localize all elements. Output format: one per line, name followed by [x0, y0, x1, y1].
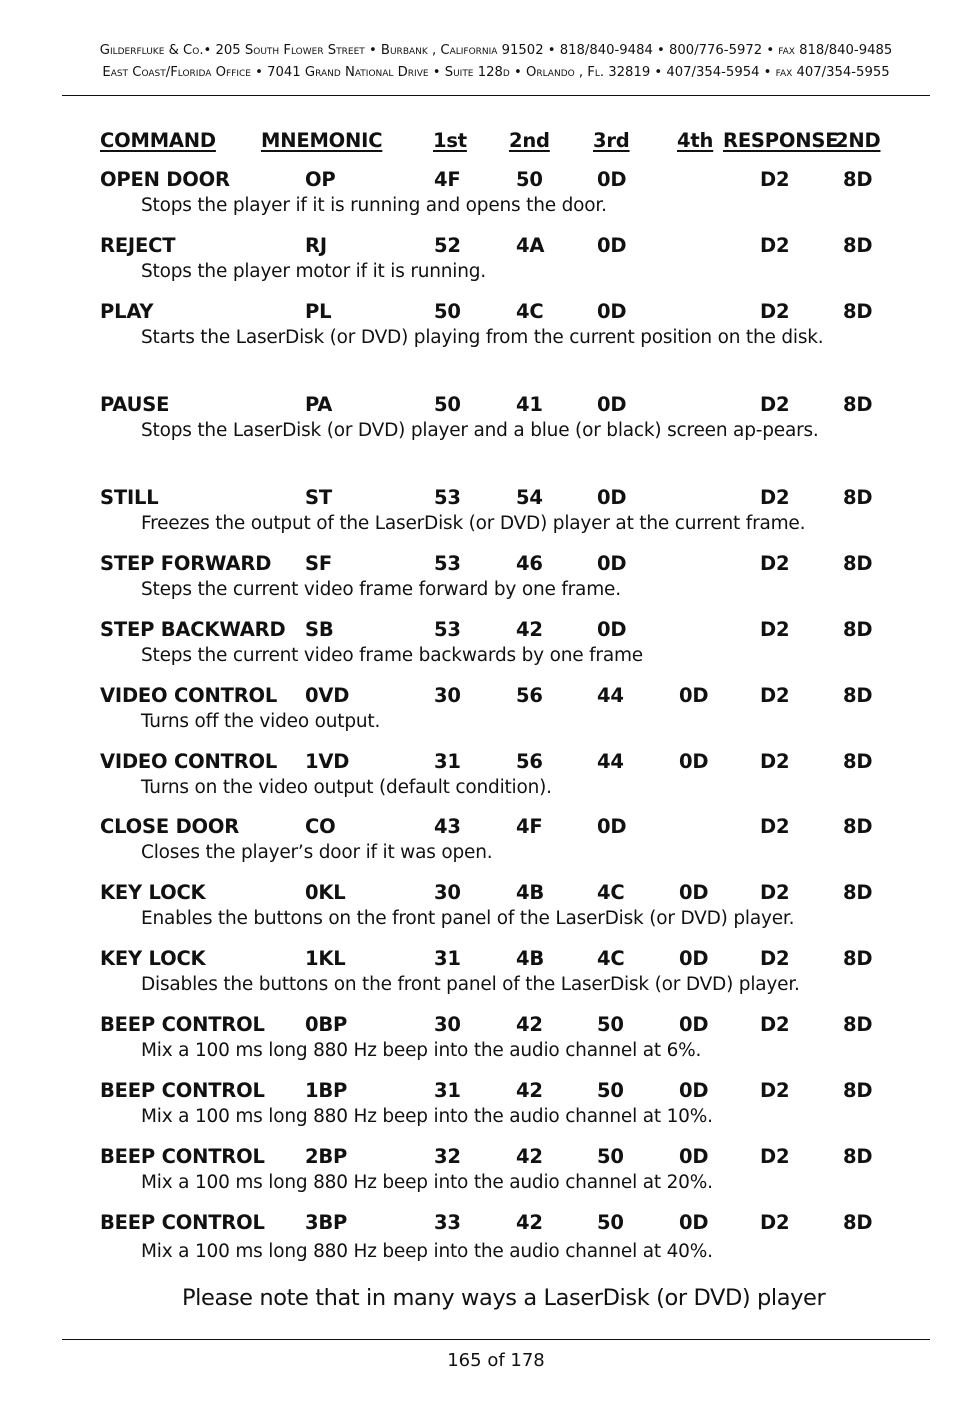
- page-header: [62, 40, 930, 84]
- byte-1-cell: 32: [434, 1145, 461, 1168]
- byte-2-cell: 4B: [516, 947, 545, 970]
- byte-2-cell: 54: [516, 486, 543, 509]
- mnemonic-cell: OP: [305, 168, 336, 191]
- response-cell: D2: [760, 552, 790, 575]
- byte-4-cell: 0D: [679, 1211, 709, 1234]
- second-response-cell: 8D: [843, 815, 873, 838]
- byte-3-cell: 50: [597, 1145, 624, 1168]
- byte-2-cell: 4F: [516, 815, 543, 838]
- byte-4-cell: 0D: [679, 750, 709, 773]
- closing-note: Please note that in many ways a LaserDisk (or DVD) player: [182, 1285, 826, 1311]
- mnemonic-cell: PL: [305, 300, 332, 323]
- byte-2-cell: 46: [516, 552, 543, 575]
- command-cell: OPEN DOOR: [100, 168, 230, 191]
- byte-1-cell: 50: [434, 300, 461, 323]
- byte-1-cell: 33: [434, 1211, 461, 1234]
- header-address-line-1: Gilderfluke & Co.• 205 South Flower Street • Burbank , California 91502 • 818/840-9484 • 800/776-5972 • fax 818/840-9485: [99, 43, 893, 58]
- mnemonic-cell: RJ: [305, 234, 327, 257]
- byte-4-cell: 0D: [679, 1079, 709, 1102]
- mnemonic-cell: 1KL: [305, 947, 346, 970]
- mnemonic-cell: 1BP: [305, 1079, 348, 1102]
- command-cell: KEY LOCK: [100, 881, 206, 904]
- command-cell: STEP FORWARD: [100, 552, 272, 575]
- command-cell: VIDEO CONTROL: [100, 684, 278, 707]
- command-description: Freezes the output of the LaserDisk (or DVD) player at the current frame.: [141, 513, 806, 534]
- command-cell: STILL: [100, 486, 159, 509]
- byte-3-cell: 50: [597, 1211, 624, 1234]
- response-cell: D2: [760, 1013, 790, 1036]
- byte-3-cell: 44: [597, 750, 624, 773]
- response-cell: D2: [760, 684, 790, 707]
- byte-4-cell: 0D: [679, 1145, 709, 1168]
- byte-2-cell: 4B: [516, 881, 545, 904]
- response-cell: D2: [760, 750, 790, 773]
- command-description: Starts the LaserDisk (or DVD) playing from the current position on the disk.: [141, 327, 824, 348]
- command-description: Turns off the video output.: [141, 711, 381, 732]
- second-response-cell: 8D: [843, 684, 873, 707]
- second-response-cell: 8D: [843, 618, 873, 641]
- command-description: Turns on the video output (default condition).: [141, 777, 552, 798]
- command-cell: REJECT: [100, 234, 176, 257]
- command-cell: BEEP CONTROL: [100, 1013, 265, 1036]
- byte-3-cell: 0D: [597, 815, 627, 838]
- column-header-response: RESPONSE: [723, 129, 839, 152]
- command-description: Disables the buttons on the front panel of the LaserDisk (or DVD) player.: [141, 974, 800, 995]
- mnemonic-cell: SF: [305, 552, 332, 575]
- byte-2-cell: 42: [516, 618, 543, 641]
- byte-2-cell: 42: [516, 1211, 543, 1234]
- mnemonic-cell: SB: [305, 618, 334, 641]
- byte-3-cell: 0D: [597, 618, 627, 641]
- second-response-cell: 8D: [843, 1013, 873, 1036]
- command-cell: BEEP CONTROL: [100, 1079, 265, 1102]
- byte-3-cell: 0D: [597, 300, 627, 323]
- second-response-cell: 8D: [843, 486, 873, 509]
- response-cell: D2: [760, 234, 790, 257]
- second-response-cell: 8D: [843, 1211, 873, 1234]
- mnemonic-cell: CO: [305, 815, 336, 838]
- second-response-cell: 8D: [843, 168, 873, 191]
- command-cell: CLOSE DOOR: [100, 815, 240, 838]
- mnemonic-cell: ST: [305, 486, 332, 509]
- byte-3-cell: 0D: [597, 393, 627, 416]
- header-divider: [62, 95, 930, 96]
- byte-2-cell: 50: [516, 168, 543, 191]
- command-description: Enables the buttons on the front panel of the LaserDisk (or DVD) player.: [141, 908, 795, 929]
- byte-2-cell: 42: [516, 1079, 543, 1102]
- response-cell: D2: [760, 881, 790, 904]
- command-cell: BEEP CONTROL: [100, 1145, 265, 1168]
- byte-1-cell: 30: [434, 684, 461, 707]
- byte-1-cell: 31: [434, 947, 461, 970]
- page-number: 165 of 178: [447, 1350, 545, 1371]
- mnemonic-cell: PA: [305, 393, 333, 416]
- column-header-mnemonic: MNEMONIC: [261, 129, 383, 152]
- command-description: Mix a 100 ms long 880 Hz beep into the audio channel at 6%.: [141, 1040, 702, 1061]
- command-cell: PLAY: [100, 300, 154, 323]
- column-header-1st: 1st: [433, 129, 467, 152]
- byte-1-cell: 53: [434, 618, 461, 641]
- second-response-cell: 8D: [843, 300, 873, 323]
- command-cell: STEP BACKWARD: [100, 618, 286, 641]
- second-response-cell: 8D: [843, 552, 873, 575]
- byte-2-cell: 56: [516, 750, 543, 773]
- byte-1-cell: 30: [434, 1013, 461, 1036]
- byte-4-cell: 0D: [679, 881, 709, 904]
- mnemonic-cell: 0KL: [305, 881, 346, 904]
- mnemonic-cell: 3BP: [305, 1211, 348, 1234]
- mnemonic-cell: 1VD: [305, 750, 350, 773]
- second-response-cell: 8D: [843, 881, 873, 904]
- command-cell: PAUSE: [100, 393, 170, 416]
- command-description: Steps the current video frame backwards by one frame: [141, 645, 643, 666]
- column-header-2nd-response: 2ND: [835, 129, 881, 152]
- byte-3-cell: 50: [597, 1079, 624, 1102]
- second-response-cell: 8D: [843, 947, 873, 970]
- command-cell: BEEP CONTROL: [100, 1211, 265, 1234]
- response-cell: D2: [760, 486, 790, 509]
- response-cell: D2: [760, 947, 790, 970]
- second-response-cell: 8D: [843, 1079, 873, 1102]
- byte-4-cell: 0D: [679, 684, 709, 707]
- byte-2-cell: 41: [516, 393, 543, 416]
- command-description: Stops the LaserDisk (or DVD) player and a blue (or black) screen ap-pears.: [141, 420, 819, 441]
- byte-2-cell: 4A: [516, 234, 545, 257]
- response-cell: D2: [760, 1079, 790, 1102]
- response-cell: D2: [760, 393, 790, 416]
- command-cell: VIDEO CONTROL: [100, 750, 278, 773]
- byte-3-cell: 4C: [597, 947, 625, 970]
- mnemonic-cell: 0VD: [305, 684, 350, 707]
- byte-2-cell: 56: [516, 684, 543, 707]
- command-description: Mix a 100 ms long 880 Hz beep into the audio channel at 40%.: [141, 1241, 713, 1262]
- response-cell: D2: [760, 1211, 790, 1234]
- mnemonic-cell: 0BP: [305, 1013, 348, 1036]
- mnemonic-cell: 2BP: [305, 1145, 348, 1168]
- command-cell: KEY LOCK: [100, 947, 206, 970]
- byte-3-cell: 4C: [597, 881, 625, 904]
- column-header-3rd: 3rd: [593, 129, 630, 152]
- byte-2-cell: 4C: [516, 300, 544, 323]
- byte-4-cell: 0D: [679, 1013, 709, 1036]
- byte-3-cell: 50: [597, 1013, 624, 1036]
- byte-2-cell: 42: [516, 1013, 543, 1036]
- second-response-cell: 8D: [843, 393, 873, 416]
- byte-3-cell: 0D: [597, 234, 627, 257]
- second-response-cell: 8D: [843, 1145, 873, 1168]
- footer-divider: [62, 1339, 930, 1340]
- command-description: Closes the player’s door if it was open.: [141, 842, 493, 863]
- response-cell: D2: [760, 168, 790, 191]
- command-description: Steps the current video frame forward by one frame.: [141, 579, 621, 600]
- byte-3-cell: 0D: [597, 168, 627, 191]
- command-description: Mix a 100 ms long 880 Hz beep into the audio channel at 20%.: [141, 1172, 713, 1193]
- command-description: Mix a 100 ms long 880 Hz beep into the audio channel at 10%.: [141, 1106, 713, 1127]
- byte-2-cell: 42: [516, 1145, 543, 1168]
- column-header-4th: 4th: [677, 129, 714, 152]
- byte-1-cell: 52: [434, 234, 461, 257]
- command-description: Stops the player motor if it is running.: [141, 261, 486, 282]
- byte-1-cell: 30: [434, 881, 461, 904]
- byte-1-cell: 31: [434, 750, 461, 773]
- second-response-cell: 8D: [843, 750, 873, 773]
- header-address-line-2: East Coast/Florida Office • 7041 Grand National Drive • Suite 128d • Orlando , Fl. 32819 • 407/354-5954 • fax 407/354-5955: [102, 65, 890, 80]
- response-cell: D2: [760, 815, 790, 838]
- byte-4-cell: 0D: [679, 947, 709, 970]
- response-cell: D2: [760, 300, 790, 323]
- byte-1-cell: 53: [434, 552, 461, 575]
- byte-1-cell: 4F: [434, 168, 461, 191]
- byte-1-cell: 50: [434, 393, 461, 416]
- column-header-2nd: 2nd: [509, 129, 550, 152]
- byte-1-cell: 53: [434, 486, 461, 509]
- byte-3-cell: 0D: [597, 552, 627, 575]
- response-cell: D2: [760, 618, 790, 641]
- byte-1-cell: 43: [434, 815, 461, 838]
- command-description: Stops the player if it is running and opens the door.: [141, 195, 607, 216]
- byte-1-cell: 31: [434, 1079, 461, 1102]
- response-cell: D2: [760, 1145, 790, 1168]
- column-header-command: COMMAND: [100, 129, 216, 152]
- byte-3-cell: 44: [597, 684, 624, 707]
- second-response-cell: 8D: [843, 234, 873, 257]
- byte-3-cell: 0D: [597, 486, 627, 509]
